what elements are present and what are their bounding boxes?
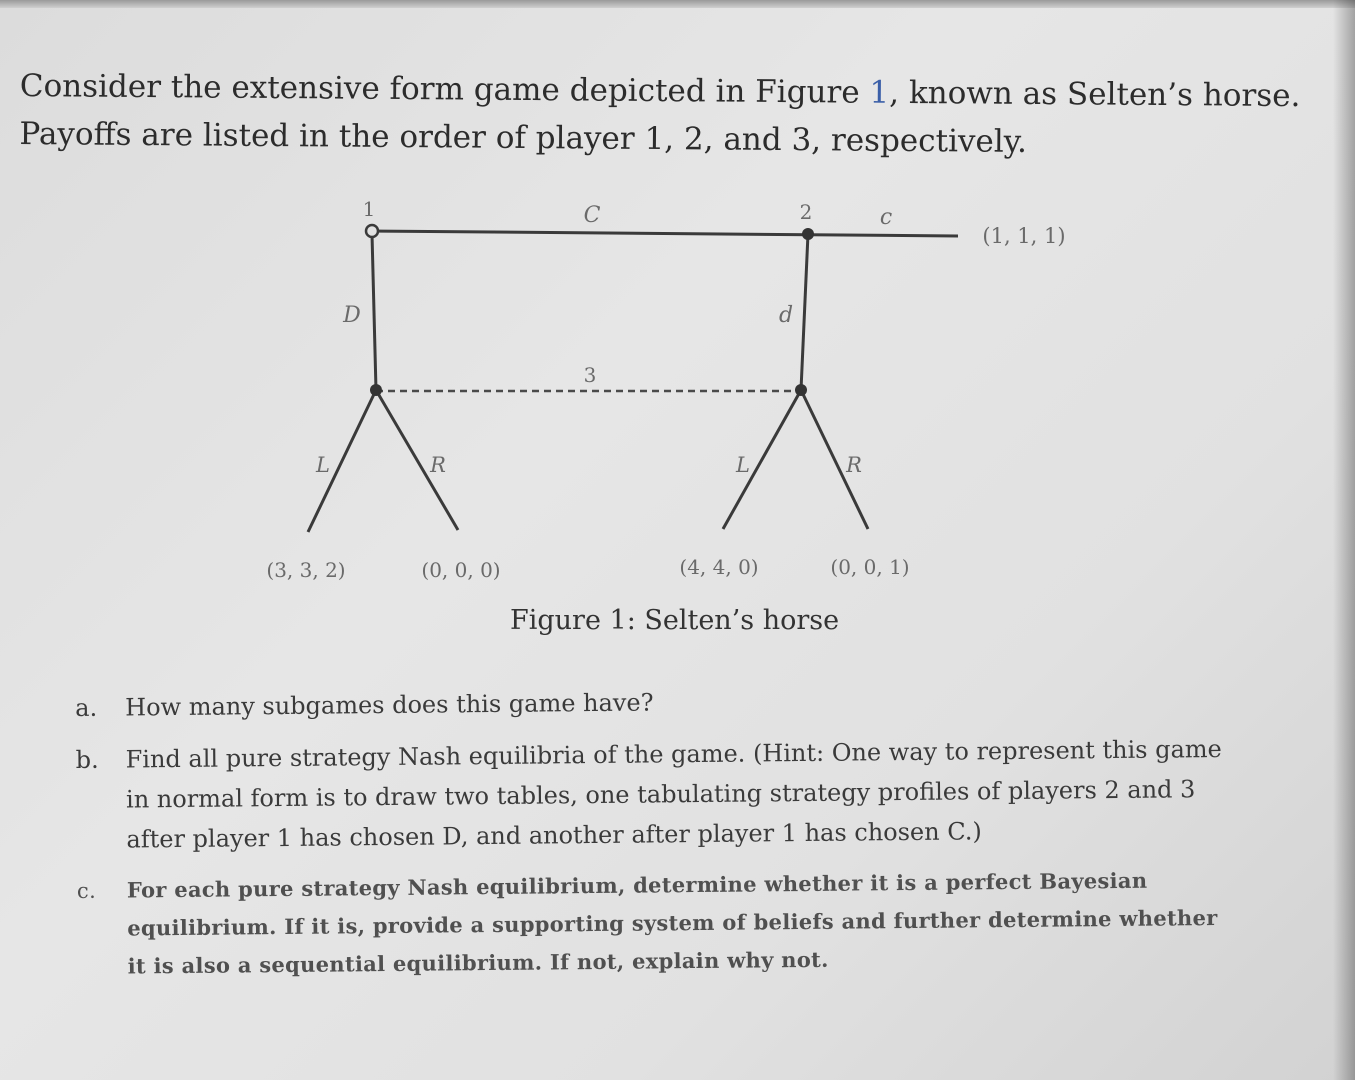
edge-right-L — [723, 390, 801, 529]
action-d-label: d — [778, 303, 794, 328]
question-b-text: Find all pure strategy Nash equilibria of the game. (Hint: One way to represent this game in normal form is to draw two tables, one tabulating strategy profiles of players 2 and 3 after player 1 has chosen D, and another after player 1 has chosen C.) — [125, 734, 1222, 854]
intro-text-end: , known as Selten’s horse. Payoffs are listed in the order of player 1, 2, and 3, respectively. — [19, 74, 1301, 160]
payoff-dR: (0, 0, 1) — [830, 555, 910, 579]
player1-label: 1 — [362, 197, 376, 221]
edge-C-c — [372, 231, 958, 236]
player2-label: 2 — [799, 200, 813, 224]
player3-node-left — [370, 384, 382, 396]
player3-label: 3 — [583, 363, 597, 387]
payoff-dL: (4, 4, 0) — [679, 555, 759, 579]
question-a-label: a. — [75, 693, 98, 722]
action-R-left-label: R — [430, 453, 446, 477]
question-c-text: For each pure strategy Nash equilibrium, determine whether it is a perfect Bayesian equilibrium. If it is, provide a supporting system of beliefs and further determine whether it is also a sequential equilibrium. If not, explain why not. — [126, 867, 1218, 979]
question-b-label: b. — [75, 745, 99, 774]
question-list — [75, 677, 1238, 998]
action-c-label: c — [879, 205, 893, 230]
question-c — [77, 861, 1238, 986]
payoff-DR: (0, 0, 0) — [421, 558, 501, 582]
edge-D — [372, 234, 376, 390]
player2-node — [802, 228, 814, 240]
intro-text-start: Consider the extensive form game depicted in Figure — [19, 67, 870, 111]
edge-d — [801, 234, 808, 390]
figure-caption: Figure 1: Selten’s horse — [510, 605, 840, 636]
action-L-right-label: L — [736, 453, 750, 477]
question-c-label: c. — [76, 878, 97, 903]
action-L-left-label: L — [316, 453, 330, 477]
figure-reference-link[interactable]: 1 — [869, 74, 890, 111]
payoff-DL: (3, 3, 2) — [266, 558, 346, 582]
question-b — [75, 729, 1236, 860]
action-D-label: D — [343, 303, 361, 328]
player3-node-right — [795, 384, 807, 396]
question-a — [75, 677, 1235, 728]
action-R-right-label: R — [846, 453, 862, 477]
player1-node — [366, 225, 378, 237]
action-C-label: C — [583, 203, 601, 228]
question-a-text: How many subgames does this game have? — [125, 688, 654, 722]
screen-edge-shadow — [1333, 0, 1355, 1080]
payoff-c: (1, 1, 1) — [982, 224, 1066, 248]
